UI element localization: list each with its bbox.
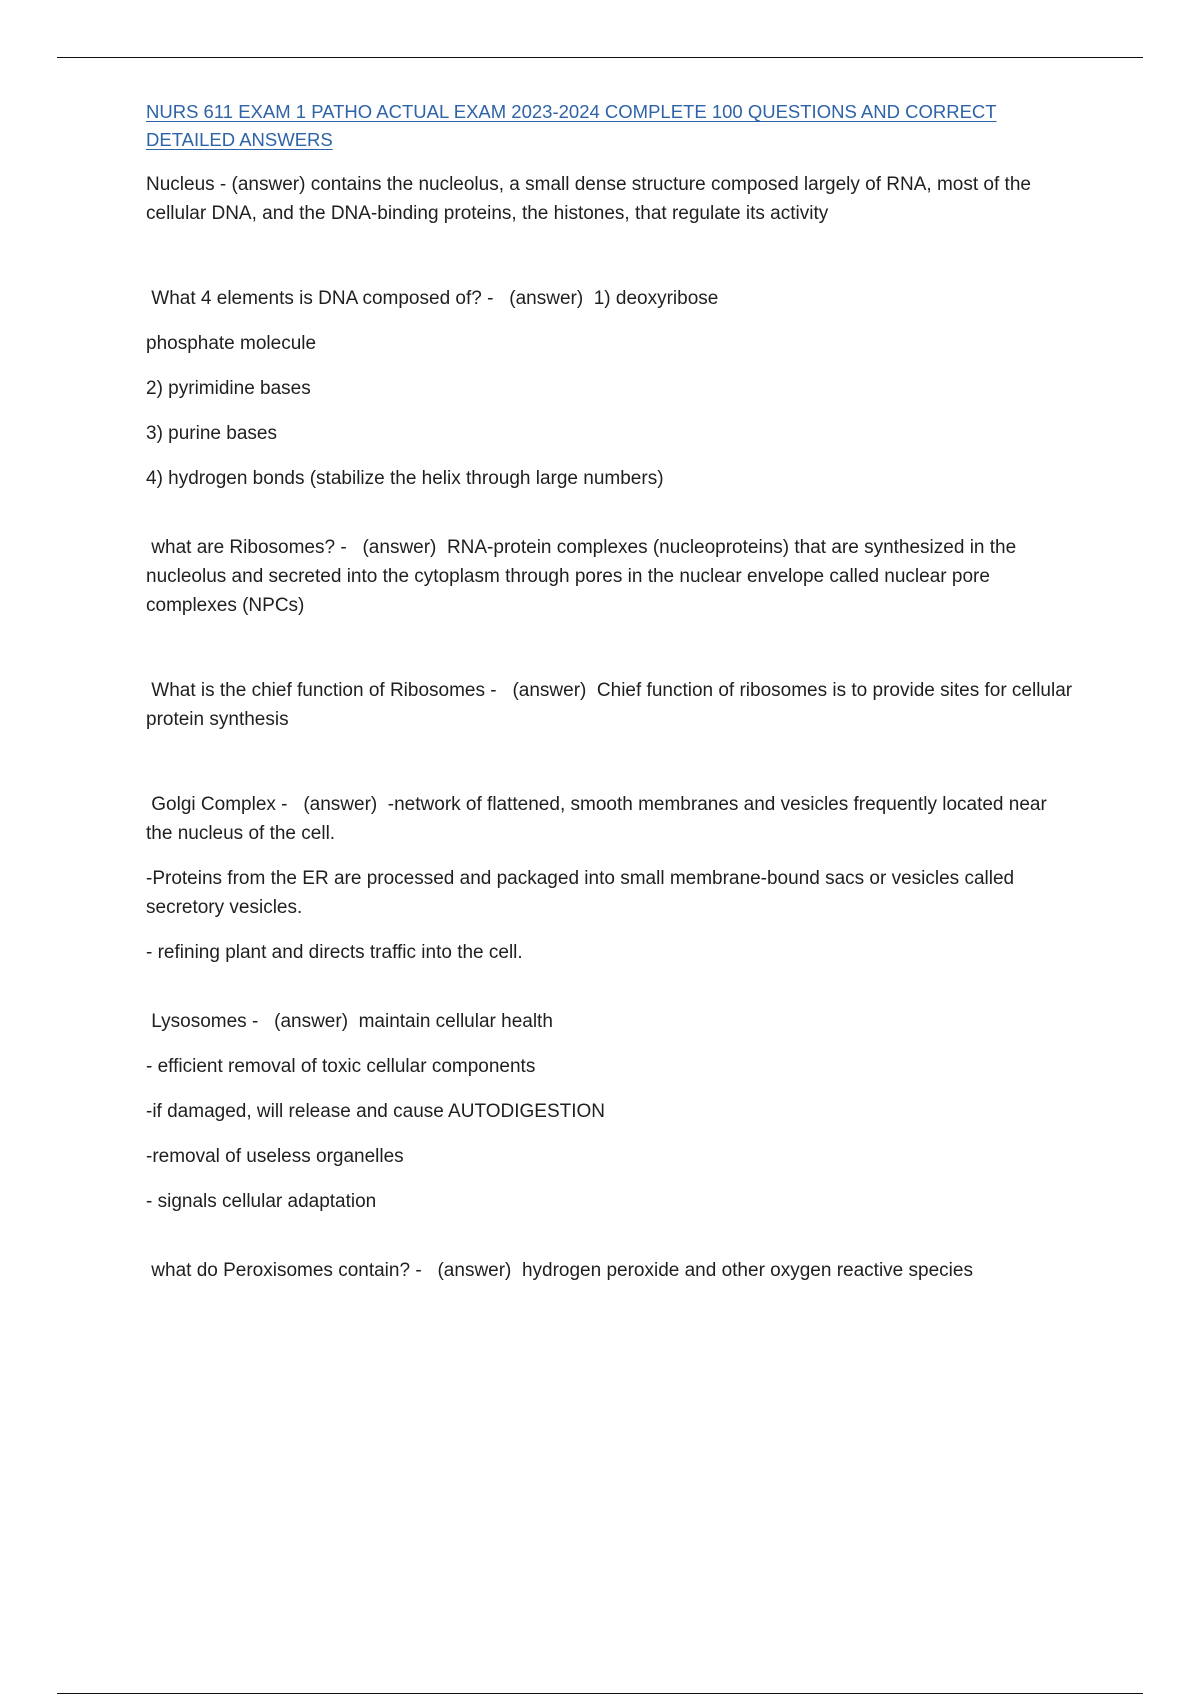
qa-answer-line: -removal of useless organelles <box>146 1146 404 1167</box>
top-divider <box>57 57 1143 58</box>
qa-answer-line: -Proteins from the ER are processed and packaged into small membrane-bound sacs or vesicles called secretory vesicles. <box>146 868 1015 918</box>
qa-text: What is the chief function of Ribosomes - (answer) Chief function of ribosomes is to provide sites for cellular protein synthesis <box>146 680 1078 730</box>
qa-text: what do Peroxisomes contain? - (answer) hydrogen peroxide and other oxygen reactive species <box>146 1260 973 1281</box>
qa-answer-line: - signals cellular adaptation <box>146 1191 377 1212</box>
qa-entry-golgi-complex <box>146 790 1076 967</box>
qa-answer-line: 4) hydrogen bonds (stabilize the helix through large numbers) <box>146 468 664 489</box>
qa-entry-ribosomes <box>146 533 1076 620</box>
qa-answer-line: -if damaged, will release and cause AUTODIGESTION <box>146 1101 606 1122</box>
qa-entry-lysosomes <box>146 1007 1076 1216</box>
qa-entry-dna-elements <box>146 284 1076 493</box>
qa-answer-line: phosphate molecule <box>146 333 317 354</box>
bottom-divider <box>57 1693 1143 1694</box>
qa-answer-line: - refining plant and directs traffic into the cell. <box>146 942 523 963</box>
qa-answer-line: 3) purine bases <box>146 423 277 444</box>
qa-question-line: Lysosomes - (answer) maintain cellular health <box>146 1011 553 1032</box>
qa-answer-line: 2) pyrimidine bases <box>146 378 311 399</box>
qa-entry-ribosome-function <box>146 676 1076 734</box>
qa-entry-nucleus <box>146 170 1076 228</box>
qa-text: Nucleus - (answer) contains the nucleolus, a small dense structure composed largely of RNA, most of the cellular DNA, and the DNA-binding proteins, the histones, that regulate its activity <box>146 174 1031 224</box>
qa-entry-peroxisomes <box>146 1256 1076 1285</box>
qa-text: what are Ribosomes? - (answer) RNA-protein complexes (nucleoproteins) that are synthesized in the nucleolus and secreted into the cytoplasm through pores in the nuclear envelope called nuclear pore complexes (NPCs) <box>146 537 1022 616</box>
document-title-link[interactable]: NURS 611 EXAM 1 PATHO ACTUAL EXAM 2023-2024 COMPLETE 100 QUESTIONS AND CORRECT DETAILED ANSWERS <box>146 101 997 150</box>
qa-question-line: What 4 elements is DNA composed of? - (answer) 1) deoxyribose <box>146 288 719 309</box>
qa-question-line: Golgi Complex - (answer) -network of flattened, smooth membranes and vesicles frequently located near the nucleus of the cell. <box>146 794 1053 844</box>
document-body <box>146 98 1076 1285</box>
qa-answer-line: - efficient removal of toxic cellular components <box>146 1056 536 1077</box>
